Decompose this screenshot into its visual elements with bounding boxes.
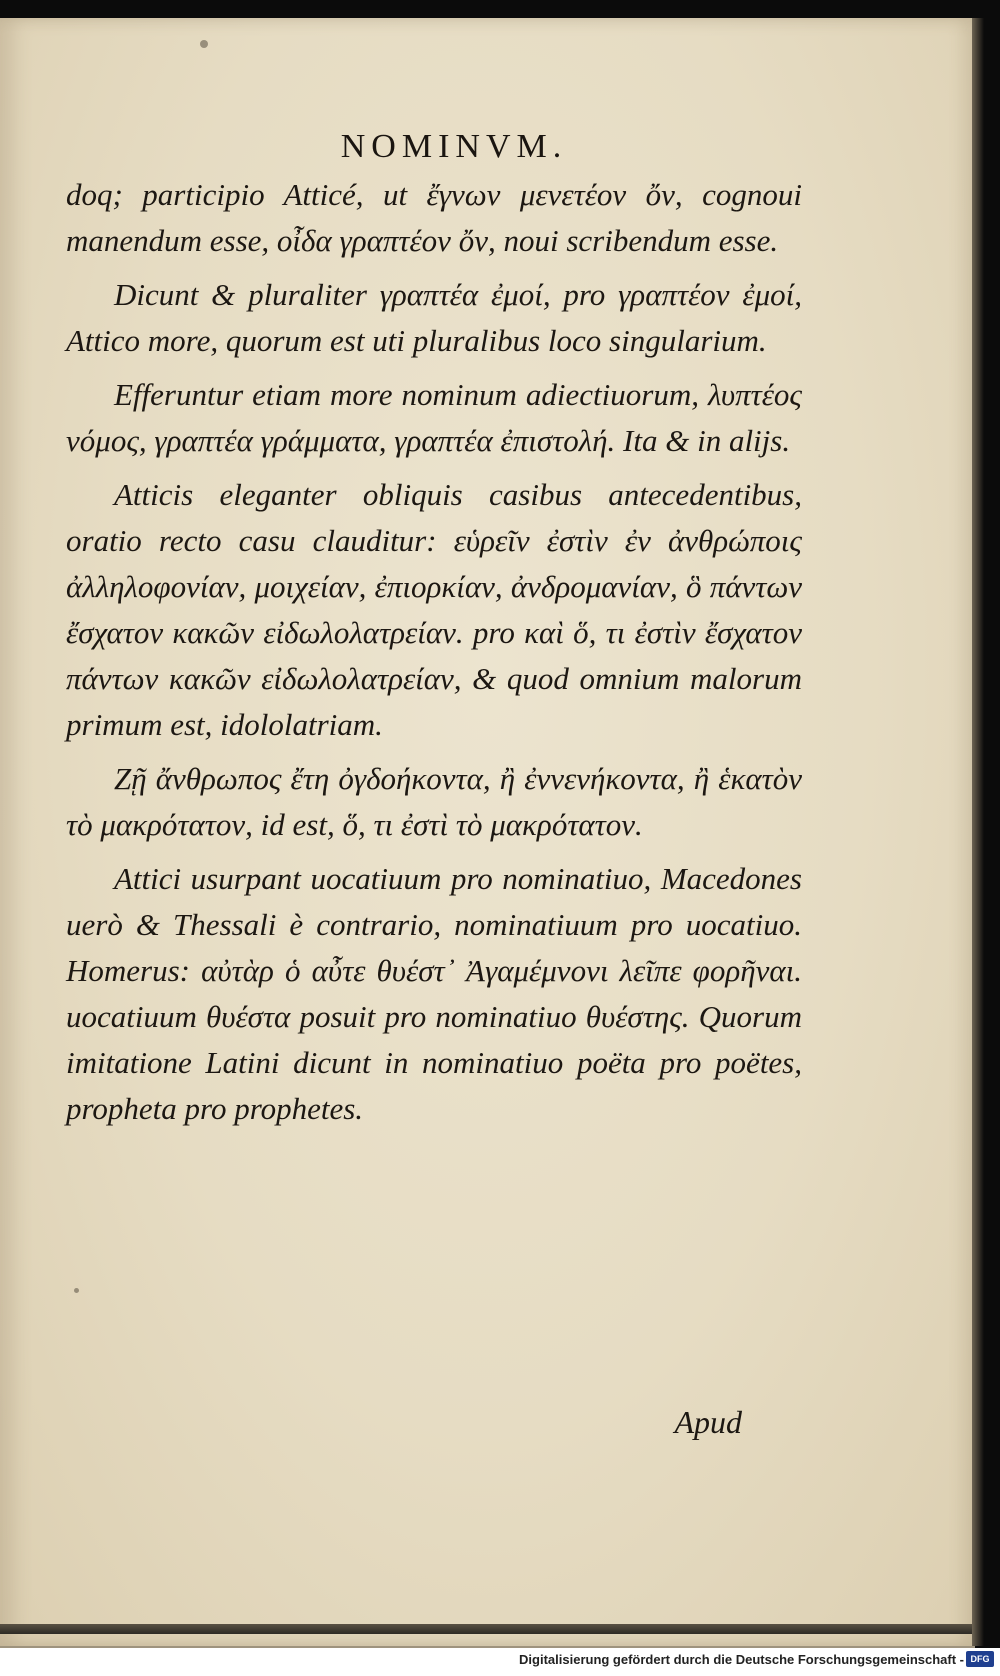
paragraph-1: doq; participio Atticé, ut ἔγνων μενετέον ὄν, cognoui manendum esse, οἶδα γραπτέον ὄν, noui scribendum esse. <box>66 177 802 258</box>
ink-smudge <box>200 40 208 48</box>
paragraph-6: Attici usurpant uocatiuum pro nominatiuo, Macedones uerò & Thessali è contrario, nominatiuum pro uocatiuo. Homerus: αὐτὰρ ὁ αὖτε θυέστ᾽ Ἀγαμέμνονι λεῖπε φορῆναι. uocatiuum θυέστα posuit pro nominatiuo θυέστης. Quorum imitatione Latini dicunt in nominatiuo poëta pro poëtes, propheta pro prophetes. <box>66 861 802 1126</box>
main-text-block <box>66 128 802 1132</box>
page-bottom-edge <box>0 1624 972 1634</box>
paragraph-5: Ζῇ ἄνθρωπος ἔτη ὀγδοήκοντα, ἢ ἐννενήκοντα, ἢ ἑκατὸν τὸ μακρότατον, id est, ὅ, τι ἐστὶ τὸ μακρότατον. <box>66 761 802 842</box>
dfg-logo-icon: DFG <box>966 1651 994 1667</box>
running-head: NOMINVM. <box>340 128 568 165</box>
paragraph-3: Efferuntur etiam more nominum adiectiuorum, λυπτέος νόμος, γραπτέα γράμματα, γραπτέα ἐπιστολή. Ita & in alijs. <box>66 377 802 458</box>
page-edge <box>972 18 984 1646</box>
paragraph-4: Atticis eleganter obliquis casibus antecedentibus, oratio recto casu clauditur: εὑρεῖν ἐστὶν ἐν ἀνθρώποις ἀλληλοφονίαν, μοιχείαν, ἐπιορκίαν, ἀνδρομανίαν, ὃ πάντων ἔσχατον κακῶν εἰδωλολατρείαν. pro καὶ ὅ, τι ἐστὶν ἔσχατον πάντων κακῶν εἰδωλολατρείαν, & quod omnium malorum primum est, idololatriam. <box>66 477 802 742</box>
ink-smudge <box>74 1288 79 1293</box>
paragraph-2: Dicunt & pluraliter γραπτέα ἐμοί, pro γραπτέον ἐμοί, Attico more, quorum est uti pluralibus loco singularium. <box>66 277 802 358</box>
book-page <box>0 18 975 1648</box>
catchword: Apud <box>674 1404 742 1440</box>
digitization-credit: Digitalisierung gefördert durch die Deutsche Forschungsgemeinschaft - <box>519 1652 964 1667</box>
